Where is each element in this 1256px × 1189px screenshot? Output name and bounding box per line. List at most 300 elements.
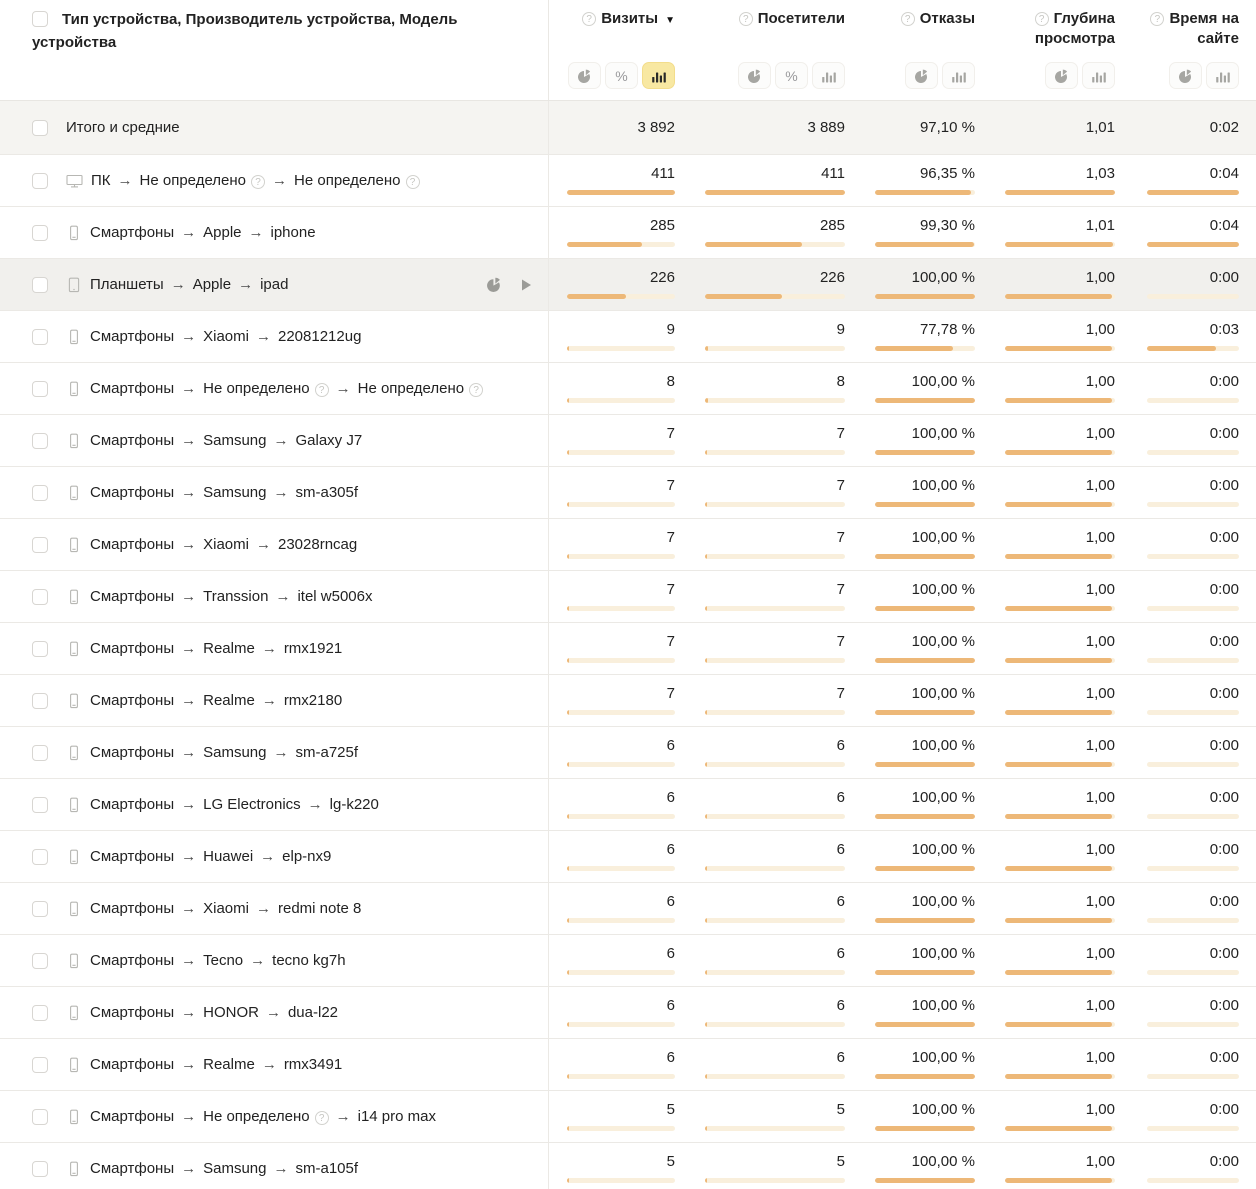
row-path[interactable]: [90, 796, 379, 813]
metric-bar: [1147, 502, 1239, 507]
smartphone-icon: [66, 433, 82, 449]
path-segment[interactable]: sm-a725f: [295, 744, 359, 761]
arrow-icon: →: [181, 848, 197, 865]
table-row: [0, 363, 1256, 415]
path-segment[interactable]: Xiaomi: [203, 328, 249, 345]
path-segment[interactable]: Tecno: [203, 952, 244, 969]
metric-bar: [1005, 346, 1115, 351]
dimension-cell: [0, 519, 549, 570]
row-checkbox[interactable]: [32, 120, 48, 136]
table-row: [0, 1039, 1256, 1091]
path-segment[interactable]: Samsung: [203, 432, 267, 449]
visits-cell: [549, 987, 690, 1038]
time-cell: [1129, 1143, 1256, 1189]
bar-icon: [821, 68, 837, 84]
dimension-cell: [0, 207, 549, 258]
row-path[interactable]: [90, 640, 342, 657]
metric-bar-fill: [705, 554, 707, 559]
metric-bar-fill: [705, 710, 707, 715]
arrow-icon: →: [307, 796, 323, 813]
metric-value: 8: [666, 373, 675, 390]
metric-bar: [1147, 1126, 1239, 1131]
path-segment[interactable]: Realme: [203, 1056, 255, 1073]
bar-chart-toggle-button[interactable]: [1082, 62, 1115, 89]
smartphone-icon: [66, 849, 82, 865]
smartphone-icon: [66, 1161, 82, 1177]
metric-bar: [875, 242, 975, 247]
metric-bar: [1147, 450, 1239, 455]
metric-value: 100,00 %: [911, 893, 975, 910]
path-segment[interactable]: Не определено: [203, 380, 310, 397]
path-segment[interactable]: Смартфоны: [90, 692, 175, 709]
path-segment[interactable]: ipad: [260, 276, 289, 293]
metric-value: 0:00: [1209, 1101, 1239, 1118]
metric-value: 0:00: [1209, 893, 1239, 910]
row-path[interactable]: [90, 1056, 342, 1073]
path-segment[interactable]: Смартфоны: [90, 900, 175, 917]
metric-value: 6: [836, 1049, 845, 1066]
metric-value: 1,00: [1085, 997, 1115, 1014]
bounce-cell: [860, 311, 990, 362]
metric-value: 0:00: [1209, 373, 1239, 390]
row-path[interactable]: [90, 224, 316, 241]
select-all-checkbox[interactable]: [32, 11, 48, 27]
time-cell: [1129, 519, 1256, 570]
row-path[interactable]: [90, 432, 362, 449]
visitors-cell: [690, 831, 860, 882]
row-path[interactable]: [90, 536, 357, 553]
metric-value: 100,00 %: [911, 269, 975, 286]
bounce-cell: [860, 207, 990, 258]
row-path[interactable]: [90, 484, 358, 501]
row-chart-icon[interactable]: [486, 276, 503, 293]
path-segment[interactable]: Смартфоны: [90, 224, 175, 241]
help-icon[interactable]: ?: [406, 175, 420, 189]
metric-bar-fill: [875, 398, 975, 403]
column-header-depth: [990, 0, 1129, 100]
metric-bar: [705, 918, 845, 923]
arrow-icon: →: [255, 328, 271, 345]
metric-bar-fill: [1147, 242, 1239, 247]
metric-value: 0:02: [1209, 119, 1239, 136]
help-icon[interactable]: ?: [1150, 12, 1164, 26]
bar-chart-toggle-button[interactable]: [812, 62, 845, 89]
path-segment[interactable]: Смартфоны: [90, 1108, 175, 1125]
column-sort-label-depth[interactable]: [990, 9, 1115, 50]
row-checkbox[interactable]: [32, 849, 48, 865]
pie-icon: [747, 68, 763, 84]
path-segment[interactable]: Смартфоны: [90, 536, 175, 553]
metric-bar-fill: [875, 554, 975, 559]
arrow-icon: →: [181, 640, 197, 657]
path-segment[interactable]: Смартфоны: [90, 1160, 175, 1177]
visitors-cell: [690, 363, 860, 414]
metric-bar-fill: [1005, 1022, 1112, 1027]
path-segment[interactable]: Смартфоны: [90, 744, 175, 761]
row-checkbox[interactable]: [32, 953, 48, 969]
metric-bar: [1147, 814, 1239, 819]
metric-bar: [875, 1178, 975, 1183]
path-segment[interactable]: Не определено: [357, 380, 465, 397]
visits-cell: [549, 1091, 690, 1142]
metric-bar-fill: [567, 450, 569, 455]
metric-bar: [567, 710, 675, 715]
row-checkbox[interactable]: [32, 1005, 48, 1021]
percent-chart-toggle-button[interactable]: [775, 62, 808, 89]
bar-chart-toggle-button[interactable]: [642, 62, 675, 89]
dimension-cell: [0, 259, 549, 310]
metric-value: 3 892: [637, 119, 675, 136]
metric-bar-fill: [1005, 294, 1112, 299]
arrow-icon: →: [272, 172, 288, 189]
arrow-icon: →: [181, 744, 197, 761]
time-cell: [1129, 467, 1256, 518]
metric-bar: [705, 866, 845, 871]
metric-value: 1,00: [1085, 1153, 1115, 1170]
metric-bar: [875, 554, 975, 559]
metric-bar-fill: [567, 242, 642, 247]
metric-value: 100,00 %: [911, 1153, 975, 1170]
path-segment[interactable]: Смартфоны: [90, 1004, 175, 1021]
metric-bar: [875, 658, 975, 663]
metric-bar-fill: [875, 242, 974, 247]
depth-cell: [990, 101, 1129, 154]
help-icon[interactable]: ?: [315, 1111, 329, 1125]
arrow-icon: →: [335, 1108, 351, 1125]
path-segment[interactable]: 23028rncag: [277, 536, 358, 553]
pie-chart-toggle-button[interactable]: [1045, 62, 1078, 89]
dimension-cell: [0, 155, 549, 206]
dimension-cell: [0, 831, 549, 882]
pie-chart-toggle-button[interactable]: [568, 62, 601, 89]
row-checkbox[interactable]: [32, 173, 48, 189]
smartphone-icon: [66, 329, 82, 345]
row-path[interactable]: [90, 848, 331, 865]
metric-bar: [1005, 554, 1115, 559]
smartphone-icon: [66, 797, 82, 813]
path-segment[interactable]: Смартфоны: [90, 796, 175, 813]
time-cell: [1129, 623, 1256, 674]
metric-value: 1,00: [1085, 477, 1115, 494]
row-checkbox[interactable]: [32, 1109, 48, 1125]
view-toggle-group: [1169, 62, 1239, 89]
row-checkbox[interactable]: [32, 589, 48, 605]
path-segment[interactable]: lg-k220: [329, 796, 379, 813]
metric-value: 6: [666, 1049, 675, 1066]
metric-bar-fill: [1005, 710, 1112, 715]
metric-value: 99,30 %: [919, 217, 975, 234]
metric-bar-fill: [705, 242, 802, 247]
arrow-icon: →: [255, 536, 271, 553]
metric-bar: [1147, 1074, 1239, 1079]
visitors-cell: [690, 101, 860, 154]
column-header-bounce: [860, 0, 990, 100]
row-checkbox[interactable]: [32, 797, 48, 813]
metric-bar: [705, 710, 845, 715]
help-icon[interactable]: ?: [582, 12, 596, 26]
path-segment[interactable]: HONOR: [203, 1004, 259, 1021]
metric-value: 100,00 %: [911, 373, 975, 390]
path-segment[interactable]: Смартфоны: [90, 848, 175, 865]
path-segment[interactable]: elp-nx9: [282, 848, 332, 865]
row-checkbox[interactable]: [32, 641, 48, 657]
row-path[interactable]: [90, 380, 483, 397]
visitors-cell: [690, 623, 860, 674]
row-checkbox[interactable]: [32, 537, 48, 553]
metric-bar-fill: [1005, 398, 1112, 403]
path-segment[interactable]: LG Electronics: [203, 796, 301, 813]
row-checkbox[interactable]: [32, 329, 48, 345]
help-icon[interactable]: ?: [251, 175, 265, 189]
metric-value: 0:00: [1209, 425, 1239, 442]
time-cell: [1129, 311, 1256, 362]
dimension-cell: [0, 883, 549, 934]
help-icon[interactable]: ?: [1035, 12, 1049, 26]
path-segment[interactable]: Смартфоны: [90, 588, 175, 605]
path-segment[interactable]: sm-a305f: [295, 484, 359, 501]
pie-icon: [577, 68, 593, 84]
visitors-cell: [690, 259, 860, 310]
table-row: [0, 1091, 1256, 1143]
metric-value: 7: [836, 477, 845, 494]
row-expand-icon[interactable]: [519, 278, 533, 292]
path-segment[interactable]: Смартфоны: [90, 380, 175, 397]
metric-bar-fill: [705, 398, 708, 403]
metric-bar: [1147, 606, 1239, 611]
metric-value: 9: [666, 321, 675, 338]
path-segment[interactable]: Samsung: [203, 744, 267, 761]
row-checkbox[interactable]: [32, 693, 48, 709]
metric-bar-fill: [567, 1022, 569, 1027]
path-segment[interactable]: Смартфоны: [90, 952, 175, 969]
metric-value: 7: [666, 477, 675, 494]
metric-bar-fill: [875, 1022, 975, 1027]
row-checkbox[interactable]: [32, 225, 48, 241]
visits-cell: [549, 311, 690, 362]
metric-bar: [875, 1022, 975, 1027]
metric-bar: [705, 658, 845, 663]
metric-value: 411: [651, 165, 675, 182]
arrow-icon: →: [181, 328, 197, 345]
metric-bar: [1005, 918, 1115, 923]
metric-value: 7: [836, 685, 845, 702]
depth-cell: [990, 831, 1129, 882]
visitors-cell: [690, 883, 860, 934]
path-segment[interactable]: Не определено: [203, 1108, 310, 1125]
row-checkbox[interactable]: [32, 485, 48, 501]
metric-value: 1,00: [1085, 529, 1115, 546]
row-checkbox[interactable]: [32, 745, 48, 761]
column-sort-label-visitors[interactable]: [739, 9, 845, 29]
metric-value: 3 889: [807, 119, 845, 136]
path-segment[interactable]: Смартфоны: [90, 328, 175, 345]
arrow-icon: →: [261, 640, 277, 657]
metric-value: 0:00: [1209, 269, 1239, 286]
metric-value: 1,00: [1085, 841, 1115, 858]
metric-bar-fill: [705, 1178, 707, 1183]
path-segment[interactable]: ПК: [91, 172, 111, 189]
path-segment[interactable]: dua-l22: [287, 1004, 339, 1021]
path-segment[interactable]: Не определено: [139, 172, 247, 189]
metric-value: 1,00: [1085, 893, 1115, 910]
metric-bar-fill: [1005, 658, 1112, 663]
metric-bar: [567, 294, 675, 299]
path-segment[interactable]: Xiaomi: [203, 536, 249, 553]
path-segment[interactable]: Смартфоны: [90, 1056, 175, 1073]
depth-cell: [990, 571, 1129, 622]
visits-cell: [549, 363, 690, 414]
visits-cell: [549, 675, 690, 726]
metric-value: 6: [836, 893, 845, 910]
help-icon[interactable]: ?: [315, 383, 329, 397]
path-segment[interactable]: Realme: [203, 640, 255, 657]
time-cell: [1129, 363, 1256, 414]
path-segment[interactable]: Смартфоны: [90, 484, 175, 501]
metric-value: 5: [666, 1153, 675, 1170]
depth-cell: [990, 883, 1129, 934]
metric-bar-fill: [567, 502, 569, 507]
metric-bar: [705, 294, 845, 299]
path-segment[interactable]: tecno kg7h: [272, 952, 346, 969]
path-segment[interactable]: Планшеты: [90, 276, 164, 293]
dimension-cell: [0, 571, 549, 622]
metric-value: 1,00: [1085, 737, 1115, 754]
row-path[interactable]: [90, 744, 358, 761]
path-segment[interactable]: 22081212ug: [277, 328, 362, 345]
bar-chart-toggle-button[interactable]: [942, 62, 975, 89]
pie-chart-toggle-button[interactable]: [905, 62, 938, 89]
path-segment[interactable]: i14 pro max: [357, 1108, 436, 1125]
metric-bar: [1147, 866, 1239, 871]
metric-value: 0:03: [1209, 321, 1239, 338]
path-segment[interactable]: Смартфоны: [90, 432, 175, 449]
metric-value: 0:00: [1209, 633, 1239, 650]
row-path[interactable]: [90, 1004, 338, 1021]
arrow-icon: →: [273, 1160, 289, 1177]
bounce-cell: [860, 415, 990, 466]
path-segment[interactable]: Transsion: [203, 588, 269, 605]
metric-value: 226: [819, 269, 845, 286]
metric-bar-fill: [875, 450, 975, 455]
pie-chart-toggle-button[interactable]: [738, 62, 771, 89]
metric-bar-fill: [875, 502, 975, 507]
path-segment[interactable]: Apple: [203, 224, 242, 241]
column-sort-label-time[interactable]: [1129, 9, 1239, 50]
help-icon[interactable]: ?: [739, 12, 753, 26]
row-path[interactable]: [90, 276, 288, 293]
row-path[interactable]: [90, 328, 361, 345]
metric-value: 7: [666, 633, 675, 650]
arrow-icon: →: [261, 692, 277, 709]
metric-bar-fill: [705, 346, 708, 351]
metric-value: 5: [836, 1153, 845, 1170]
row-checkbox[interactable]: [32, 901, 48, 917]
bar-icon: [1215, 68, 1231, 84]
metric-bar: [567, 554, 675, 559]
metric-value: 100,00 %: [911, 1101, 975, 1118]
path-segment[interactable]: Смартфоны: [90, 640, 175, 657]
metric-value: 1,00: [1085, 685, 1115, 702]
metric-bar: [567, 814, 675, 819]
row-checkbox[interactable]: [32, 433, 48, 449]
path-segment[interactable]: redmi note 8: [277, 900, 362, 917]
path-segment[interactable]: Realme: [203, 692, 255, 709]
row-path[interactable]: [90, 1160, 358, 1177]
path-segment[interactable]: Samsung: [203, 484, 267, 501]
help-icon[interactable]: ?: [901, 12, 915, 26]
path-segment[interactable]: Galaxy J7: [295, 432, 363, 449]
dimension-header-cell: [0, 0, 549, 100]
visitors-cell: [690, 935, 860, 986]
time-cell: [1129, 935, 1256, 986]
path-segment[interactable]: Xiaomi: [203, 900, 249, 917]
metric-value: 1,00: [1085, 945, 1115, 962]
metric-bar-fill: [705, 1074, 707, 1079]
metric-bar-fill: [705, 502, 707, 507]
bounce-cell: [860, 727, 990, 778]
bar-icon: [951, 68, 967, 84]
time-cell: [1129, 1091, 1256, 1142]
metric-bar-fill: [567, 1178, 569, 1183]
metric-value: 285: [649, 217, 675, 234]
path-segment[interactable]: rmx3491: [283, 1056, 343, 1073]
bounce-cell: [860, 779, 990, 830]
percent-chart-toggle-button[interactable]: [605, 62, 638, 89]
pie-chart-toggle-button[interactable]: [1169, 62, 1202, 89]
help-icon[interactable]: ?: [469, 383, 483, 397]
row-path[interactable]: [90, 1108, 436, 1125]
depth-cell: [990, 727, 1129, 778]
table-row: [0, 259, 1256, 311]
path-segment[interactable]: rmx1921: [283, 640, 343, 657]
path-segment[interactable]: sm-a105f: [295, 1160, 359, 1177]
bounce-cell: [860, 467, 990, 518]
smartphone-icon: [66, 1109, 82, 1125]
path-segment[interactable]: itel w5006x: [297, 588, 373, 605]
row-checkbox[interactable]: [32, 381, 48, 397]
path-segment[interactable]: Apple: [192, 276, 232, 293]
path-segment[interactable]: iphone: [270, 224, 316, 241]
path-segment[interactable]: rmx2180: [283, 692, 343, 709]
row-path[interactable]: [91, 172, 420, 189]
metric-bar: [1147, 918, 1239, 923]
path-segment[interactable]: Samsung: [203, 1160, 267, 1177]
metric-bar-fill: [567, 606, 569, 611]
dimension-cell: [0, 467, 549, 518]
path-segment[interactable]: Не определено: [294, 172, 401, 189]
metric-bar: [1147, 1022, 1239, 1027]
row-path[interactable]: [90, 692, 342, 709]
metric-value: 411: [821, 165, 845, 182]
path-segment[interactable]: Huawei: [203, 848, 254, 865]
column-sort-label-visits[interactable]: [582, 9, 675, 29]
row-path[interactable]: [90, 952, 346, 969]
metric-bar: [1005, 1178, 1115, 1183]
metric-bar: [567, 658, 675, 663]
time-cell: [1129, 1039, 1256, 1090]
row-checkbox[interactable]: [32, 1057, 48, 1073]
smartphone-icon: [66, 641, 82, 657]
row-checkbox[interactable]: [32, 1161, 48, 1177]
row-path[interactable]: [90, 900, 361, 917]
metric-bar: [1147, 242, 1239, 247]
view-toggle-group: [1045, 62, 1115, 89]
bar-chart-toggle-button[interactable]: [1206, 62, 1239, 89]
row-path[interactable]: [90, 588, 372, 605]
row-checkbox[interactable]: [32, 277, 48, 293]
metric-bar-fill: [567, 762, 569, 767]
column-sort-label-bounce[interactable]: [901, 9, 975, 29]
